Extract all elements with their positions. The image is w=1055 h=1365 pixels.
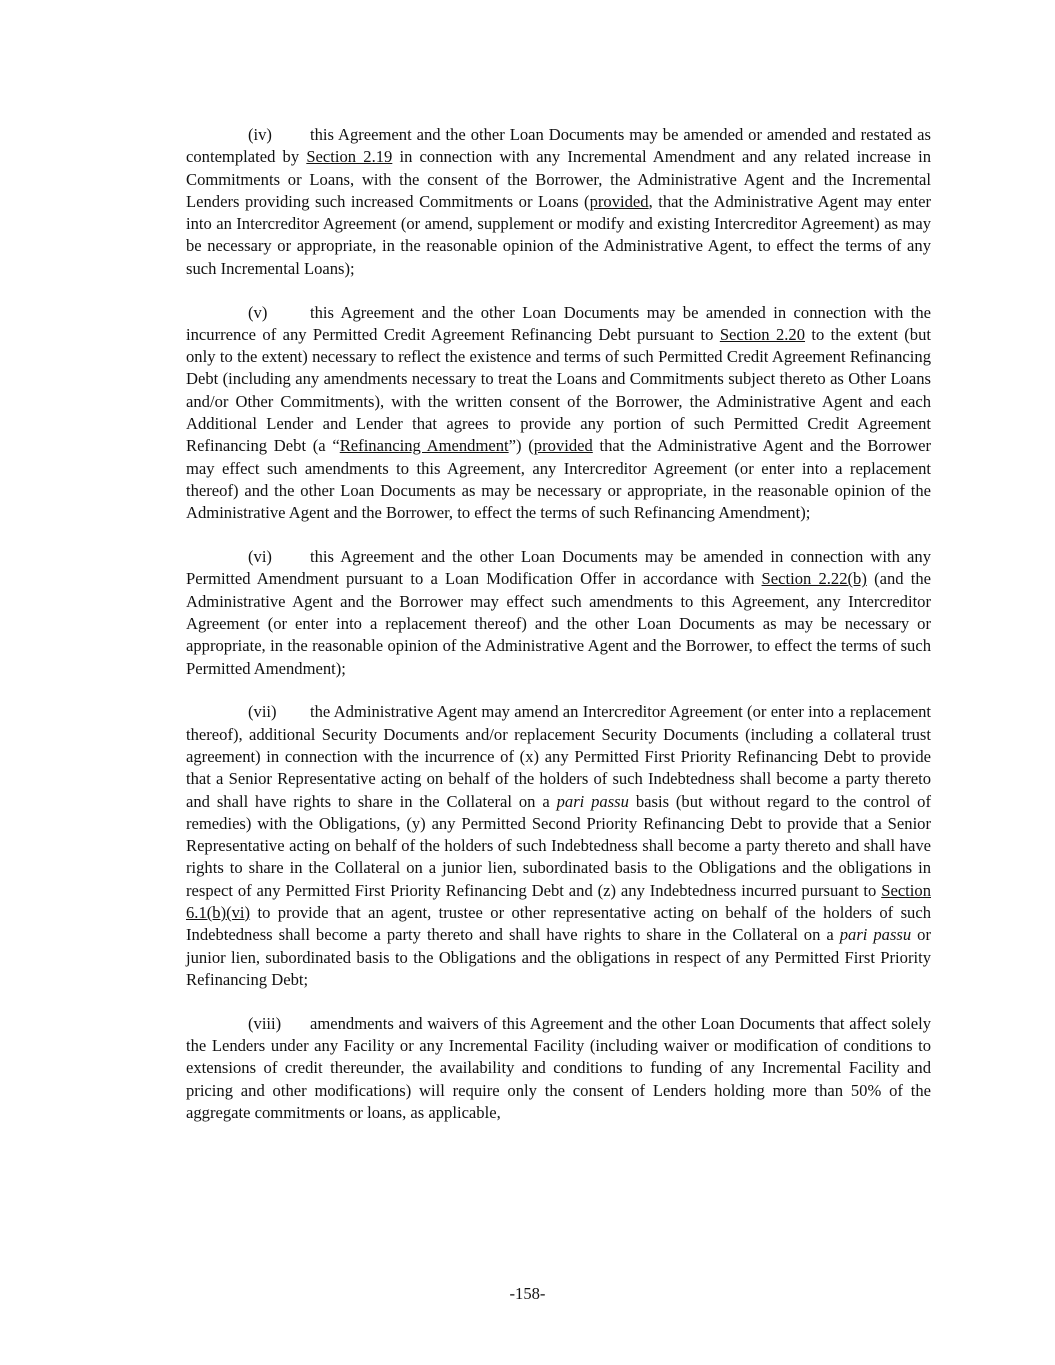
paragraph-text: ”) ( — [508, 436, 534, 456]
clause-number: (vi) — [248, 547, 272, 567]
clause-number: (viii) — [248, 1013, 282, 1033]
clause-number: (vii) — [248, 702, 277, 722]
section-reference: Section 2.19 — [306, 147, 393, 167]
paragraph-text: basis (but without regard to the control of remedies) with the Obligations, (y) any Permitted Second Priority Refinancing Debt to provide that a Senior Representative acting on behalf of the holders of such Indebtedness shall become a party thereto and shall have rights to share in the Collateral on a junior lien, subordinated basis to the Obligations and the obligations in respect of any Permitted First Priority Refinancing Debt and (z) any Indebtedness incurred pursuant to — [186, 791, 931, 900]
italic-term: pari passu — [839, 925, 912, 945]
section-reference: Section 2.20 — [719, 324, 806, 344]
paragraph-text: to the extent (but only to the extent) necessary to reflect the existence and terms of such Permitted Credit Agreement Refinancing Debt (including any amendments necessary to treat the Loans and Commitments subject thereto as Other Loans and/or Other Commitments), with the written consent of the Borrower, the Administrative Agent and each Additional Lender and Lender that agrees to provide any portion of such Permitted Credit Agreement Refinancing Debt (a “ — [186, 324, 931, 456]
section-reference: Section 6.1(b)(vi) — [186, 880, 931, 922]
italic-term: pari passu — [556, 791, 629, 811]
paragraph-text: , that the Administrative Agent may enter into an Intercreditor Agreement (or amend, supplement or modify and existing Intercreditor Agreement) as may be necessary or appropriate, in the reasonable opinion of the Administrative Agent, to effect the terms of any such Incremental Loans); — [186, 191, 931, 278]
paragraph-viii — [186, 1013, 931, 1124]
paragraph-text: this Agreement and the other Loan Documents may be amended in connection with any Permitted Amendment pursuant to a Loan Modification Offer in accordance with — [186, 547, 931, 589]
clause-number: (v) — [248, 302, 268, 322]
paragraph-text: amendments and waivers of this Agreement and the other Loan Documents that affect solely the Lenders under any Facility or any Incremental Facility (including waiver or modification of conditions to extensions of credit thereunder, the availability and conditions to funding of any Incremental Facility and pricing and other modifications) will require only the consent of Lenders holding more than 50% of the aggregate commitments or loans, as applicable, — [186, 1013, 931, 1122]
paragraph-text: the Administrative Agent may amend an Intercreditor Agreement (or enter into a replacement thereof), additional Security Documents and/or replacement Security Documents (including a collateral trust agreement) in connection with the incurrence of (x) any Permitted First Priority Refinancing Debt to provide that a Senior Representative acting on behalf of the holders of such Indebtedness shall become a party thereto and shall have rights to share in the Collateral on a — [186, 702, 931, 811]
paragraph-v — [186, 302, 931, 525]
paragraph-text: (and the Administrative Agent and the Borrower may effect such amendments to this Agreement, any Intercreditor Agreement (or enter into a replacement thereof) and the other Loan Documents as may be necessary or appropriate, in the reasonable opinion of the Administrative Agent and the Borrower, to effect the terms of such Permitted Amendment); — [186, 569, 932, 678]
paragraph-iv — [186, 124, 931, 280]
page-number: -158- — [509, 1284, 546, 1303]
section-reference: Section 2.22(b) — [761, 569, 867, 589]
paragraph-text: in connection with any Incremental Amendment and any related increase in Commitments or Loans, with the consent of the Borrower, the Administrative Agent and the Incremental Lenders providing such increased Commitments or Loans ( — [186, 147, 931, 211]
document-page — [186, 124, 931, 1146]
paragraph-text: this Agreement and the other Loan Documents may be amended or amended and restated as contemplated by — [186, 125, 931, 167]
clause-number: (iv) — [248, 125, 272, 144]
paragraph-text: or junior lien, subordinated basis to the Obligations and the obligations in respect of any Permitted First Priority Refinancing Debt; — [186, 925, 931, 989]
defined-term: provided — [533, 436, 593, 456]
defined-term: Refinancing Amendment — [339, 436, 509, 456]
defined-term: provided — [589, 191, 649, 211]
paragraph-text: this Agreement and the other Loan Documents may be amended in connection with the incurrence of any Permitted Credit Agreement Refinancing Debt pursuant to — [186, 302, 931, 344]
paragraph-vii — [186, 701, 931, 991]
paragraph-text: to provide that an agent, trustee or other representative acting on behalf of the holders of such Indebtedness shall become a party thereto and shall have rights to share in the Collateral on a — [186, 903, 931, 945]
paragraph-text: that the Administrative Agent and the Borrower may effect such amendments to this Agreement, any Intercreditor Agreement (or enter into a replacement thereof) and the other Loan Documents as may be necessary or appropriate, in the reasonable opinion of the Administrative Agent and the Borrower, to effect the terms of such Refinancing Amendment); — [186, 436, 931, 523]
paragraph-vi — [186, 546, 931, 680]
